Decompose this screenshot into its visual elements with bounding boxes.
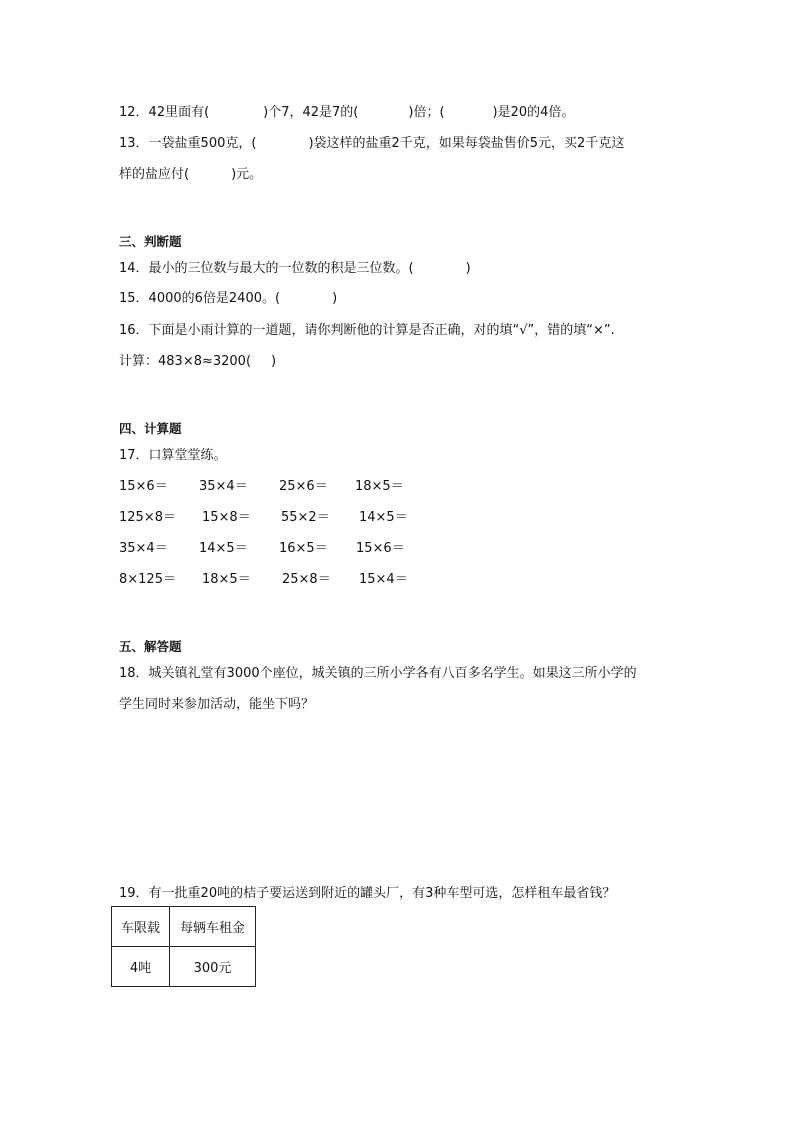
- question-18-line-1: 18．城关镇礼堂有3000个座位，城关镇的三所小学各有八百多名学生。如果这三所小学的: [119, 666, 637, 681]
- truck-rental-table: [111, 906, 256, 987]
- table-header-cell: 每辆车租金: [170, 907, 256, 947]
- section-4-title: 四、计算题: [119, 421, 182, 436]
- q12-part-c: )倍；(: [408, 105, 445, 120]
- table-cell: 4吨: [112, 947, 170, 987]
- mental-math-item: 15×6＝: [356, 541, 405, 556]
- q12-part-a: 12．42里面有(: [119, 105, 210, 120]
- question-16-calc: [119, 353, 276, 371]
- mental-math-item: 35×4＝: [119, 541, 168, 556]
- mental-math-item: 35×4＝: [199, 479, 248, 494]
- q15-part-a: 15．4000的6倍是2400。(: [119, 291, 281, 306]
- q13-part-b: )袋这样的盐重2千克，如果每袋盐售价5元，买2千克这: [308, 136, 625, 151]
- q16-calc-part-b: ): [271, 354, 277, 369]
- q13-part-c: 样的盐应付(: [119, 167, 190, 182]
- section-5-title: 五、解答题: [119, 639, 182, 654]
- mental-math-item: 55×2＝: [281, 510, 330, 525]
- table-row: [112, 947, 256, 987]
- question-16: 16．下面是小雨计算的一道题，请你判断他的计算是否正确，对的填“√”，错的填“×”.: [119, 323, 615, 338]
- mental-math-item: 18×5＝: [355, 479, 404, 494]
- mental-math-item: 14×5＝: [359, 510, 408, 525]
- mental-math-item: 15×8＝: [202, 510, 251, 525]
- section-3-title: 三、判断题: [119, 234, 182, 249]
- question-15: [119, 290, 337, 308]
- mental-math-item: 25×6＝: [279, 479, 328, 494]
- question-19: 19．有一批重20吨的桔子要运送到附近的罐头厂，有3种车型可选，怎样租车最省钱？: [119, 886, 616, 901]
- table-header-cell: 车限载: [112, 907, 170, 947]
- mental-math-item: 15×4＝: [359, 572, 408, 587]
- question-13-line-1: [119, 135, 624, 153]
- q16-calc-part-a: 计算：483×8≈3200(: [119, 354, 252, 369]
- question-18-line-2: 学生同时来参加活动，能坐下吗？: [119, 697, 315, 712]
- mental-math-item: 25×8＝: [282, 572, 331, 587]
- mental-math-item: 8×125＝: [119, 572, 176, 587]
- mental-math-item: 18×5＝: [202, 572, 251, 587]
- question-12: [119, 104, 574, 122]
- mental-math-item: 16×5＝: [279, 541, 328, 556]
- q12-part-d: )是20的4倍。: [492, 105, 575, 120]
- q13-part-d: )元。: [231, 167, 263, 182]
- question-13-line-2: [119, 166, 262, 184]
- table-cell: 300元: [170, 947, 256, 987]
- mental-math-item: 125×8＝: [119, 510, 176, 525]
- table-header-row: [112, 907, 256, 947]
- q15-part-b: ): [332, 291, 338, 306]
- mental-math-item: 14×5＝: [199, 541, 248, 556]
- q14-part-b: ): [465, 261, 471, 276]
- q12-part-b: )个7，42是7的(: [263, 105, 359, 120]
- q13-part-a: 13．一袋盐重500克，(: [119, 136, 257, 151]
- mental-math-item: 15×6＝: [119, 479, 168, 494]
- question-14: [119, 260, 471, 278]
- question-17-title: 17．口算堂堂练。: [119, 448, 227, 463]
- q14-part-a: 14．最小的三位数与最大的一位数的积是三位数。(: [119, 261, 414, 276]
